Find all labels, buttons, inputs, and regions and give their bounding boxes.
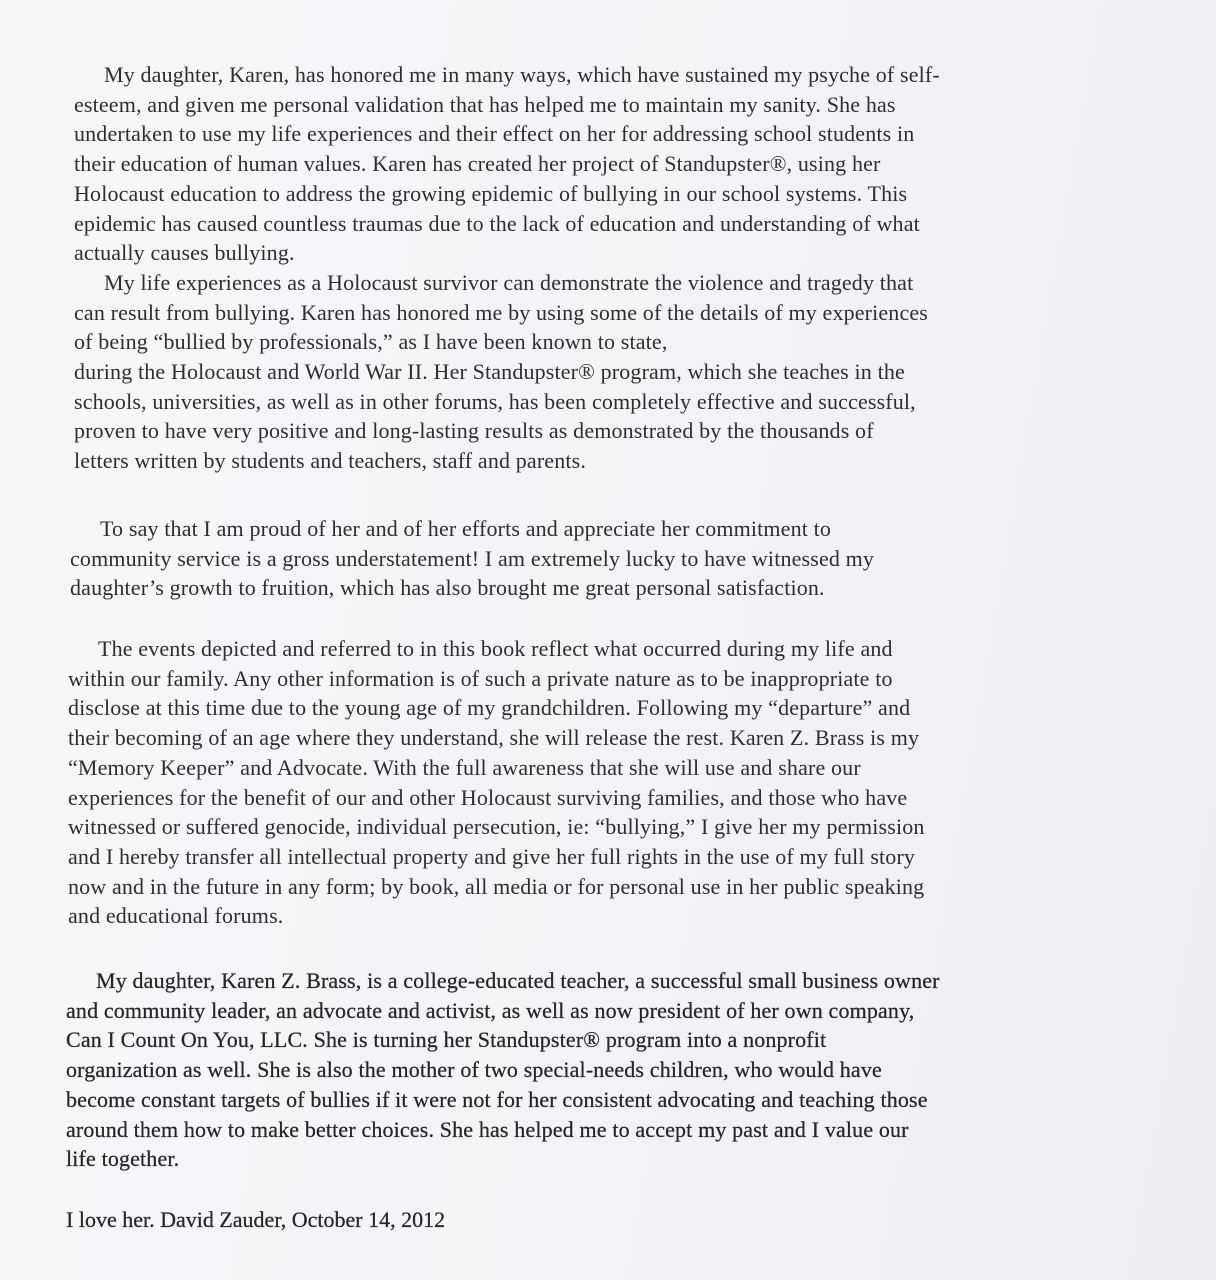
text-line: of being “bullied by professionals,” as I have been known to state, [74,329,668,355]
text-line: community service is a gross understatement! I am extremely lucky to have witnessed my [70,545,875,571]
text-line: My life experiences as a Holocaust survivor can demonstrate the violence and tragedy that [104,269,914,295]
text-line: The events depicted and referred to in this book reflect what occurred during my life and [98,636,893,661]
text-line: epidemic has caused countless traumas due to the lack of education and understanding of what [74,210,920,236]
text-line: To say that I am proud of her and of her efforts and appreciate her commitment to [100,516,832,541]
text-line: and community leader, an advocate and activist, as well as now president of her own company, [66,997,915,1023]
paragraph-memory-keeper [68,634,1113,931]
text-line: can result from bullying. Karen has honored me by using some of the details of my experiences [74,299,928,325]
text-line: schools, universities, as well as in other forums, has been completely effective and successful, [74,388,916,414]
text-line: around them how to make better choices. She has helped me to accept my past and I value our [66,1116,909,1142]
text-line: daughter’s growth to fruition, which has also brought me great personal satisfaction. [70,575,825,601]
text-line: witnessed or suffered genocide, individual persecution, ie: “bullying,” I give her my permission [68,814,925,840]
signature-line: I love her. David Zauder, October 14, 2012 [66,1207,446,1232]
text-line: become constant targets of bullies if it were not for her consistent advocating and teaching those [66,1086,928,1112]
text-line: organization as well. She is also the mother of two special-needs children, who would have [66,1057,882,1083]
text-line: disclose at this time due to the young age of my grandchildren. Following my “departure” and [68,695,911,721]
text-line: and educational forums. [68,903,284,929]
text-line: My daughter, Karen, has honored me in many ways, which have sustained my psyche of self- [104,62,940,87]
text-line: Can I Count On You, LLC. She is turning her Standupster® program into a nonprofit [66,1027,827,1053]
text-line: life together. [66,1146,180,1172]
text-line: esteem, and given me personal validation that has helped me to maintain my sanity. She has [74,91,896,117]
text-line: during the Holocaust and World War II. Her Standupster® program, which she teaches in the [74,359,905,385]
text-line: actually causes bullying. [74,240,295,266]
paragraph-karen-profile [66,966,1111,1174]
text-line: “Memory Keeper” and Advocate. With the full awareness that she will use and share our [68,754,861,780]
paragraph-proud [70,514,1115,603]
text-line: experiences for the benefit of our and other Holocaust surviving families, and those who have [68,784,908,810]
text-line: now and in the future in any form; by book, all media or for personal use in her public speaking [68,873,925,899]
text-line: their becoming of an age where they understand, she will release the rest. Karen Z. Brass is my [68,725,920,751]
text-line: My daughter, Karen Z. Brass, is a college-educated teacher, a successful small business owner [96,968,940,993]
text-line: their education of human values. Karen has created her project of Standupster®, using her [74,151,881,177]
text-line: undertaken to use my life experiences and their effect on her for addressing school students in [74,121,915,147]
paragraph-karen-honored [74,60,1119,476]
text-line: letters written by students and teachers, staff and parents. [74,448,586,474]
text-line: proven to have very positive and long-lasting results as demonstrated by the thousands of [74,418,874,444]
text-line: within our family. Any other information is of such a private nature as to be inappropriate to [68,665,893,691]
text-line: and I hereby transfer all intellectual property and give her full rights in the use of my full story [68,843,916,869]
text-line: Holocaust education to address the growing epidemic of bullying in our school systems. This [74,180,908,206]
